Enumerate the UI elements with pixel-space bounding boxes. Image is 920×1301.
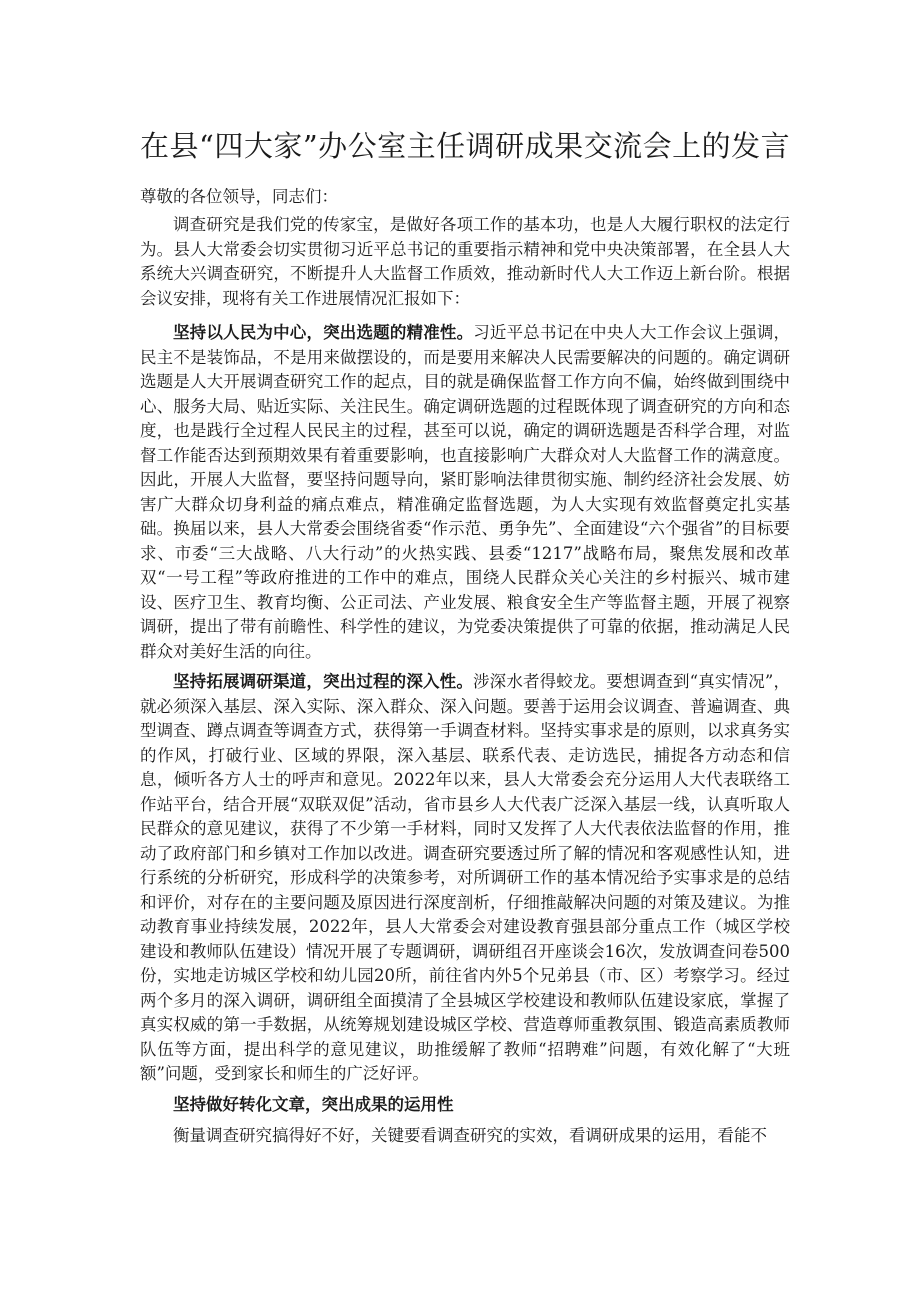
document-title: 在县“四大家”办公室主任调研成果交流会上的发言 bbox=[140, 129, 791, 163]
intro-paragraph: 调查研究是我们党的传家宝，是做好各项工作的基本功，也是人大履行职权的法定行为。县人大常委会切实贯彻习近平总书记的重要指示精神和党中央决策部署，在全县人大系统大兴调查研究，不断提升人大监督工作质效，推动新时代人大工作迈上新台阶。根据会议安排，现将有关工作进展情况汇报如下： bbox=[140, 215, 790, 308]
section-1-body: 习近平总书记在中央人大工作会议上强调，民主不是装饰品，不是用来做摆设的，而是要用来解决人民需要解决的问题的。确定调研选题是人大开展调查研究工作的起点，目的就是确保监督工作方向不偏，始终做到围绕中心、服务大局、贴近实际、关注民生。确定调研选题的过程既体现了调查研究的方向和态度，也是践行全过程人民民主的过程，甚至可以说，确定的调研选题是否科学合理，对监督工作能否达到预期效果有着重要影响，也直接影响广大群众对人大监督工作的满意度。因此，开展人大监督，要坚持问题导向，紧盯影响法律贯彻实施、制约经济社会发展、妨害广大群众切身利益的痛点难点，精准确定监督选题，为人大实现有效监督奠定扎实基础。换届以来，县人大常委会围绕省委“作示范、勇争先”、全面建设“六个强省”的目标要求、市委“三大战略、八大行动”的火热实践、县委“1217”战略布局，聚焦发展和改革双“一号工程”等政府推进的工作中的难点，围绕人民群众关心关注的乡村振兴、城市建设、医疗卫生、教育均衡、公正司法、产业发展、粮食安全生产等监督主题，开展了视察调研，提出了带有前瞻性、科学性的建议，为党委决策提供了可靠的依据，推动满足人民群众对美好生活的向往。 bbox=[140, 323, 791, 661]
section-2-lead: 坚持拓展调研渠道，突出过程的深入性。 bbox=[173, 672, 473, 691]
section-2-body: 涉深水者得蛟龙。要想调查到“真实情况”，就必须深入基层、深入实际、深入群众、深入问题。要善于运用会议调查、普遍调查、典型调查、蹲点调查等调查方式，获得第一手调查材料。坚持实事求是的原则，以求真务实的作风，打破行业、区域的界限，深入基层、联系代表、走访选民，捕捉各方动态和信息，倾听各方人士的呼声和意见。2022年以来，县人大常委会充分运用人大代表联络工作站平台，结合开展“双联双促”活动，省市县乡人大代表广泛深入基层一线，认真听取人民群众的意见建议，获得了不少第一手材料，同时又发挥了人大代表依法监督的作用，推动了政府部门和乡镇对工作加以改进。调查研究要透过所了解的情况和客观感性认知，进行系统的分析研究，形成科学的决策参考，对所调研工作的基本情况给予实事求是的总结和评价，对存在的主要问题及原因进行深度剖析，仔细推敲解决问题的对策及建议。为推动教育事业持续发展，2022年，县人大常委会对建设教育强县部分重点工作（城区学校建设和教师队伍建设）情况开展了专题调研，调研组召开座谈会16次，发放调查问卷500份，实地走访城区学校和幼儿园20所，前往省内外5个兄弟县（市、区）考察学习。经过两个多月的深入调研，调研组全面摸清了全县城区学校建设和教师队伍建设家底，掌握了真实权威的第一手数据，从统筹规划建设城区学校、营造尊师重教氛围、锻造高素质教师队伍等方面，提出科学的意见建议，助推缓解了教师“招聘难”问题，有效化解了“大班额”问题，受到家长和师生的广泛好评。 bbox=[140, 672, 791, 1083]
section-2-paragraph bbox=[140, 670, 790, 1087]
section-1-lead: 坚持以人民为中心，突出选题的精准性。 bbox=[173, 323, 474, 342]
salutation: 尊敬的各位领导，同志们： bbox=[140, 187, 338, 206]
section-3-paragraph: 衡量调查研究搞得好不好，关键要看调查研究的实效，看调研成果的运用，看能不 bbox=[173, 1126, 767, 1145]
section-1-paragraph bbox=[140, 321, 790, 664]
section-3-heading: 坚持做好转化文章，突出成果的运用性 bbox=[173, 1095, 454, 1114]
